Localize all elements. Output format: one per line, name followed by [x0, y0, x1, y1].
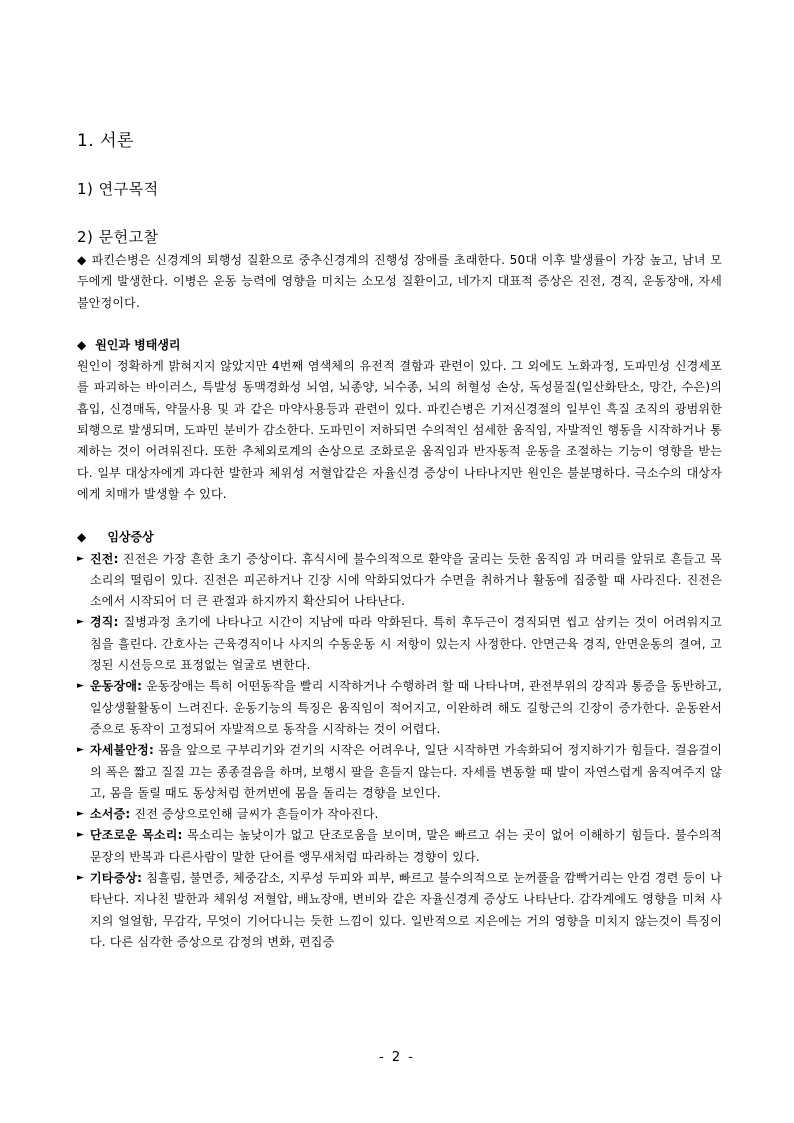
- cause-heading: [77, 335, 722, 356]
- list-item: [77, 740, 722, 804]
- subsection-literature-review: 2) 문헌고찰: [77, 228, 159, 246]
- symptom-term: 기타증상:: [90, 871, 143, 886]
- list-item: [77, 868, 722, 953]
- arrow-bullet-icon: ►: [77, 681, 85, 692]
- arrow-bullet-icon: ►: [77, 809, 85, 820]
- page-number: - 2 -: [379, 1050, 415, 1065]
- cause-paragraph: 원인이 정확하게 밝혀지지 않았지만 4번째 염색체의 유전적 결함과 관련이 있다. 그 외에도 노화과정, 도파민성 신경세포를 파괴하는 바이러스, 특발성 동맥경화성 뇌염, 뇌종양, 뇌수종, 뇌의 허혈성 손상, 독성물질(일산화탄소, 망간, 수은)의 흡입, 신경매독, 약물사용 및 과 같은 마약사용등과 관련이 있다. 파킨슨병은 기저신경절의 일부인 흑질 조직의 광범위한 퇴행으로 발생되며, 도파민 분비가 감소한다. 도파민이 저하되면 수의적인 섬세한 움직임, 자발적인 행동을 시작하거나 통제하는 것이 어려워진다. 또한 추체외로계의 손상으로 조화로운 움직임과 반자동적 운동을 조절하는 기능이 영향을 받는다. 일부 대상자에게 과다한 발한과 체위성 저혈압같은 자율신경 증상이 나타나지만 원인은 불분명하다. 극소수의 대상자에게 치매가 발생할 수 있다.: [77, 359, 722, 501]
- symptom-term: 운동장애:: [90, 679, 143, 694]
- list-item: [77, 549, 722, 613]
- symptom-text: 질병과정 초기에 나타나고 시간이 지남에 따라 악화된다. 특히 후두근이 경직되면 씹고 삼키는 것이 어려워지고 침을 흘린다. 간호사는 근육경직이나 사지의 수동운동 시 저항이 있는지 사정한다. 안면근육 경직, 안면운동의 결여, 고정된 시선등으로 표정없는 얼굴로 변한다.: [90, 615, 722, 673]
- symptom-text: 운동장애는 특히 어떤동작을 빨리 시작하거나 수행하려 할 때 나타나며, 관전부위의 강직과 통증을 동반하고, 일상생활활동이 느려진다. 운동기능의 특징은 움직임이 적어지고, 이완하려 해도 길항근의 긴장이 증가한다. 운동완서증으로 동작이 고정되어 자발적으로 동작을 시작하는 것이 어렵다.: [90, 679, 722, 736]
- symptom-term: 진전:: [90, 551, 119, 566]
- arrow-bullet-icon: ►: [77, 617, 85, 628]
- list-item: [77, 804, 722, 825]
- diamond-bullet-icon: ◆: [77, 530, 87, 545]
- page-content: [77, 128, 722, 953]
- list-item: [77, 825, 722, 868]
- symptom-list: [77, 549, 722, 954]
- arrow-bullet-icon: ►: [77, 873, 85, 884]
- arrow-bullet-icon: ►: [77, 830, 85, 841]
- symptom-text: 목소리는 높낮이가 없고 단조로움을 보이며, 말은 빠르고 쉬는 곳이 없어 이해하기 힘들다. 불수의적 문장의 반복과 다른사람이 말한 단어를 앵무새처럼 따라하는 경향이 있다.: [90, 828, 723, 864]
- cause-heading-label: 원인과 병태생리: [95, 337, 181, 352]
- intro-paragraph: ◆ 파킨슨병은 신경계의 퇴행성 질환으로 중추신경계의 진행성 장애를 초래한다. 50대 이후 발생률이 가장 높고, 남녀 모두에게 발생한다. 이병은 운동 능력에 영향을 미치는 소모성 질환이고, 네가지 대표적 증상은 진전, 경직, 운동장애, 자세 불안정이다.: [77, 253, 722, 310]
- subsection-research-purpose: 1) 연구목적: [77, 180, 159, 198]
- symptom-text: 진전은 가장 흔한 초기 증상이다. 휴식시에 불수의적으로 환약을 굴리는 듯한 움직임 과 머리를 앞뒤로 흔들고 목소리의 떨림이 있다. 진전은 피곤하거나 긴장 시에 악화되었다가 수면을 취하거나 활동에 집중할 때 사라진다. 진전은 소에서 시작되어 더 큰 관절과 하지까지 확산되어 나타난다.: [90, 551, 722, 609]
- symptom-term: 자세불안정:: [90, 743, 154, 758]
- symptoms-heading-label: 임상증상: [107, 530, 154, 545]
- symptom-term: 단조로운 목소리:: [90, 828, 183, 843]
- diamond-bullet-icon: ◆: [77, 337, 87, 352]
- symptom-text: 침흘림, 불면증, 체중감소, 지루성 두피와 피부, 빠르고 불수의적으로 눈꺼풀을 깜빡거리는 안검 경련 등이 나타난다. 지나친 발한과 체위성 저혈압, 배뇨장애, 변비와 같은 자율신경계 증상도 나타난다. 감각계에도 영향을 미쳐 사지의 얼얼함, 무감각, 무엇이 기어다니는 듯한 느낌이 있다. 일반적으로 지은에는 거의 영향을 미치지 않는것이 특징이다. 다른 심각한 증상으로 감정의 변화, 편집증: [90, 871, 722, 949]
- symptom-text: 진전 증상으로인해 글씨가 흔들이가 작아진다.: [130, 807, 379, 822]
- list-item: [77, 612, 722, 676]
- symptom-text: 몸을 앞으로 구부리기와 걷기의 시작은 어려우나, 일단 시작하면 가속화되어 정지하기가 힘들다. 걸음걸이의 폭은 짧고 질질 끄는 종종걸음을 하며, 보행시 팔을 흔들지 않는다. 자세를 변동할 때 발이 자연스럽게 움직여주지 않고, 몸을 돌릴 때도 동상처럼 한꺼번에 몸을 돌리는 경향을 보인다.: [90, 743, 722, 800]
- arrow-bullet-icon: ►: [77, 553, 85, 564]
- list-item: [77, 676, 722, 740]
- arrow-bullet-icon: ►: [77, 745, 85, 756]
- symptom-term: 경직:: [90, 615, 119, 630]
- section-title: 1. 서론: [77, 131, 134, 151]
- symptom-term: 소서증:: [90, 807, 131, 822]
- symptoms-heading: [77, 527, 722, 548]
